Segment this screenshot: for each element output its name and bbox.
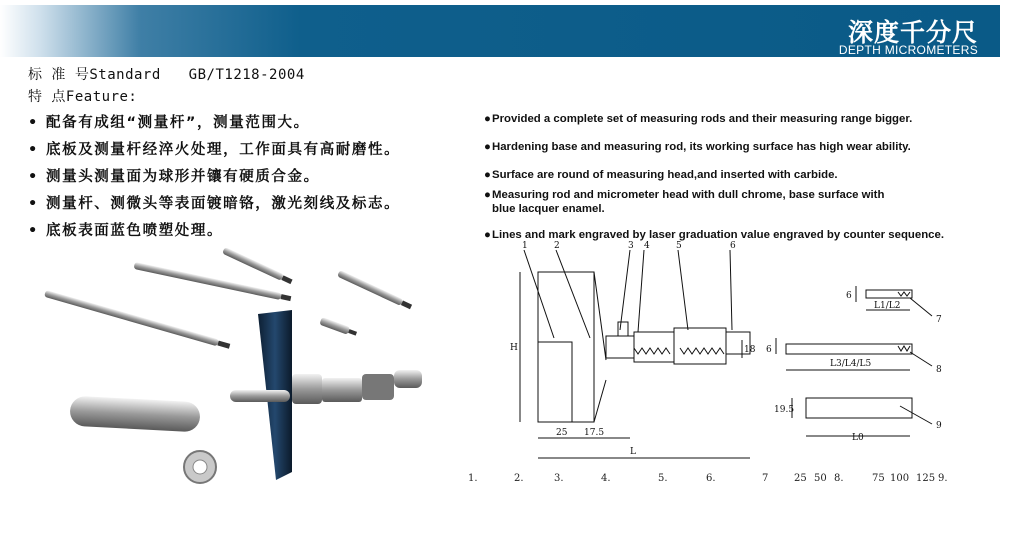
features-cn-list — [28, 111, 400, 246]
svg-text:4: 4 — [644, 241, 650, 251]
feature-en-item-cont: blue lacquer enamel. — [492, 203, 605, 215]
extension-tube — [69, 396, 200, 433]
feature-en-item: ●Measuring rod and micrometer head with dull chrome, base surface with — [484, 189, 885, 201]
svg-text:25: 25 — [556, 428, 568, 438]
svg-text:6: 6 — [730, 241, 736, 251]
svg-text:6: 6 — [846, 291, 852, 301]
svg-text:2: 2 — [554, 241, 560, 251]
svg-text:5: 5 — [676, 241, 682, 251]
measuring-rod — [44, 290, 230, 350]
feature-en-item: ●Surface are round of measuring head,and inserted with carbide. — [484, 169, 838, 181]
feature-cn-item: • 底板表面蓝色喷塑处理。 — [28, 223, 224, 239]
svg-text:1: 1 — [522, 241, 528, 251]
svg-text:9: 9 — [936, 421, 942, 431]
svg-text:19.5: 19.5 — [774, 405, 795, 415]
feature-cn-item: • 测量杆、测微头等表面镀暗铬，激光刻线及标志。 — [28, 196, 401, 212]
page-title-cn: 深度千分尺 — [847, 18, 978, 47]
standard-value: GB/T1218-2004 — [188, 67, 305, 83]
header-bar — [0, 5, 1000, 57]
micrometer-rod — [230, 390, 290, 402]
feature-label: 特 点Feature: — [28, 89, 138, 105]
standard-label: 标 准 号Standard — [28, 67, 161, 83]
svg-text:8: 8 — [936, 365, 942, 375]
part-numbers-row: 1. 2. 3. 4. 5. 6. 7 25 50 8. 75 100 125 9. — [468, 473, 948, 484]
svg-text:L0: L0 — [852, 433, 864, 443]
feature-cn-item: • 配备有成组“测量杆”，测量范围大。 — [28, 115, 310, 131]
svg-text:L3/L4/L5: L3/L4/L5 — [830, 359, 872, 369]
measuring-rod — [222, 247, 293, 285]
standard-line — [28, 64, 305, 84]
feature-en-item: ●Provided a complete set of measuring rods and their measuring range bigger. — [484, 113, 913, 125]
svg-text:3: 3 — [628, 241, 634, 251]
svg-text:H: H — [510, 343, 518, 353]
technical-drawing — [470, 240, 1010, 500]
svg-text:18: 18 — [744, 345, 756, 355]
measuring-rod — [319, 317, 357, 338]
product-photo — [40, 242, 460, 492]
feature-cn-item: • 底板及测量杆经淬火处理，工作面具有高耐磨性。 — [28, 142, 401, 158]
drawing-base-outline — [538, 272, 594, 422]
svg-text:7: 7 — [936, 315, 942, 325]
page-title-en: DEPTH MICROMETERS — [838, 43, 978, 57]
svg-text:17.5: 17.5 — [584, 428, 605, 438]
svg-text:6: 6 — [766, 345, 772, 355]
svg-text:L: L — [630, 447, 636, 457]
feature-en-item: ●Lines and mark engraved by laser graduation value engraved by counter sequence. — [484, 229, 944, 241]
svg-text:L1/L2: L1/L2 — [874, 301, 901, 311]
feature-en-item: ●Hardening base and measuring rod, its working surface has high wear ability. — [484, 141, 911, 153]
feature-cn-item: • 测量头测量面为球形并镶有硬质合金。 — [28, 169, 320, 185]
measuring-rod — [337, 270, 412, 310]
